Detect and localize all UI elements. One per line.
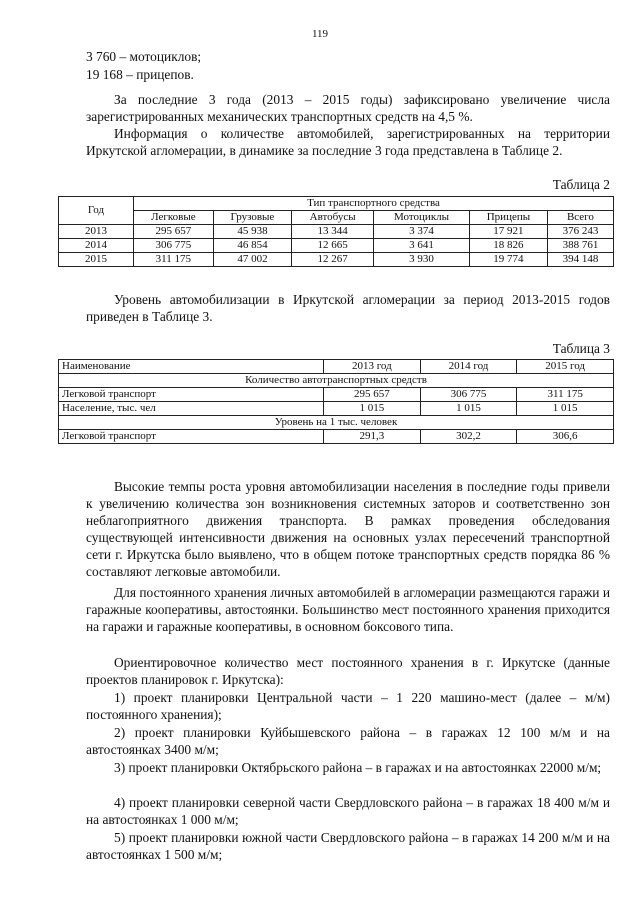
table3-cell: 306,6 [517, 430, 614, 444]
table3-cell: 291,3 [324, 430, 421, 444]
table-row [59, 239, 614, 253]
table2-cell: 18 826 [469, 239, 547, 253]
table3-cell: 295 657 [324, 388, 421, 402]
list-item: 1) проект планировки Центральной части – 1 220 машино-мест (далее – м/м) постоянного хранения); [86, 690, 610, 722]
table3-row-name: Население, тыс. чел [59, 402, 324, 416]
paragraph-info: Информация о количестве автомобилей, зарегистрированных на территории Иркутской агломерации, в динамике за последние 3 года представлена в Таблице 2. [86, 126, 610, 158]
table2-cell: 376 243 [547, 225, 613, 239]
table2-col-header: Всего [547, 211, 613, 225]
table2-cell: 17 921 [469, 225, 547, 239]
table3-cell: 1 015 [420, 402, 517, 416]
table2-cell: 13 344 [292, 225, 374, 239]
table2-year: 2014 [59, 239, 134, 253]
table2-col-header: Мотоциклы [374, 211, 470, 225]
table3 [58, 359, 614, 444]
table3-header: 2014 год [420, 360, 517, 374]
intro-line-motorcycles: 3 760 – мотоциклов; [86, 49, 202, 64]
paragraph-storage: Для постоянного хранения личных автомобилей в агломерации размещаются гаражи и гаражные кооперативы, автостоянки. Большинство мест постоянного хранения приходится на гаражи и гаражные кооперативы, в основном боксового типа. [86, 585, 610, 634]
table2-col-header: Автобусы [292, 211, 374, 225]
table3-header: 2015 год [517, 360, 614, 374]
paragraph-increase: За последние 3 года (2013 – 2015 годы) зафиксировано увеличение числа зарегистрированных механических транспортных средств на 4,5 %. [86, 92, 610, 124]
table2-cell: 12 665 [292, 239, 374, 253]
list-item: 5) проект планировки южной части Свердловского района – в гаражах 14 200 м/м и на автостоянках 1 500 м/м; [86, 830, 610, 862]
table2-year: 2013 [59, 225, 134, 239]
intro-line-trailers: 19 168 – прицепов. [86, 67, 194, 82]
table3-cell: 1 015 [324, 402, 421, 416]
table2-cell: 3 374 [374, 225, 470, 239]
table2-year-header: Год [59, 197, 134, 225]
table2-cell: 3 641 [374, 239, 470, 253]
table2-year: 2015 [59, 253, 134, 267]
table3-header: 2013 год [324, 360, 421, 374]
table2-cell: 19 774 [469, 253, 547, 267]
table2-cell: 3 930 [374, 253, 470, 267]
table2-cell: 388 761 [547, 239, 613, 253]
table2-col-header: Грузовые [213, 211, 292, 225]
page-number: 119 [311, 28, 329, 40]
table3-section-level: Уровень на 1 тыс. человек [59, 416, 614, 430]
list-item: 4) проект планировки северной части Свердловского района – в гаражах 18 400 м/м и на автостоянках 1 000 м/м; [86, 795, 610, 827]
paragraph-level: Уровень автомобилизации в Иркутской агломерации за период 2013-2015 годов приведен в Таблице 3. [86, 292, 610, 324]
table3-cell: 1 015 [517, 402, 614, 416]
table2 [58, 196, 614, 267]
table-row [59, 225, 614, 239]
list-item: 2) проект планировки Куйбышевского района – в гаражах 12 100 м/м и на автостоянках 3400 м/м; [86, 725, 610, 757]
table3-caption: Таблица 3 [552, 341, 610, 356]
table2-cell: 45 938 [213, 225, 292, 239]
list-item: 3) проект планировки Октябрьского района – в гаражах и на автостоянках 22000 м/м; [114, 760, 602, 775]
table3-cell: 311 175 [517, 388, 614, 402]
table-row [59, 388, 614, 402]
table2-col-header: Прицепы [469, 211, 547, 225]
table-row [59, 253, 614, 267]
paragraph-estimate: Ориентировочное количество мест постоянного хранения в г. Иркутске (данные проектов планировок г. Иркутска): [86, 655, 610, 687]
table2-cell: 12 267 [292, 253, 374, 267]
table3-row-name: Легковой транспорт [59, 430, 324, 444]
table-row [59, 402, 614, 416]
table3-cell: 306 775 [420, 388, 517, 402]
table2-cell: 46 854 [213, 239, 292, 253]
paragraph-growth: Высокие темпы роста уровня автомобилизации населения в последние годы привели к увеличению количества зон возникновения системных заторов и соответственно зон неблагоприятного движения транспорта. В рамках проведения обследования существующей интенсивности движения на основных узлах пересечений транспортной сети г. Иркутска было выявлено, что в общем потоке транспортных средств порядка 86 % составляют легковые автомобили. [86, 479, 610, 579]
table2-cell: 311 175 [134, 253, 214, 267]
table2-group-header: Тип транспортного средства [134, 197, 614, 211]
table2-col-header: Легковые [134, 211, 214, 225]
table2-caption: Таблица 2 [552, 177, 610, 192]
table2-cell: 306 775 [134, 239, 214, 253]
table3-cell: 302,2 [420, 430, 517, 444]
table3-row-name: Легковой транспорт [59, 388, 324, 402]
table3-section-count: Количество автотранспортных средств [59, 374, 614, 388]
table3-header: Наименование [59, 360, 324, 374]
table-row [59, 430, 614, 444]
table2-cell: 394 148 [547, 253, 613, 267]
table2-cell: 47 002 [213, 253, 292, 267]
table2-cell: 295 657 [134, 225, 214, 239]
